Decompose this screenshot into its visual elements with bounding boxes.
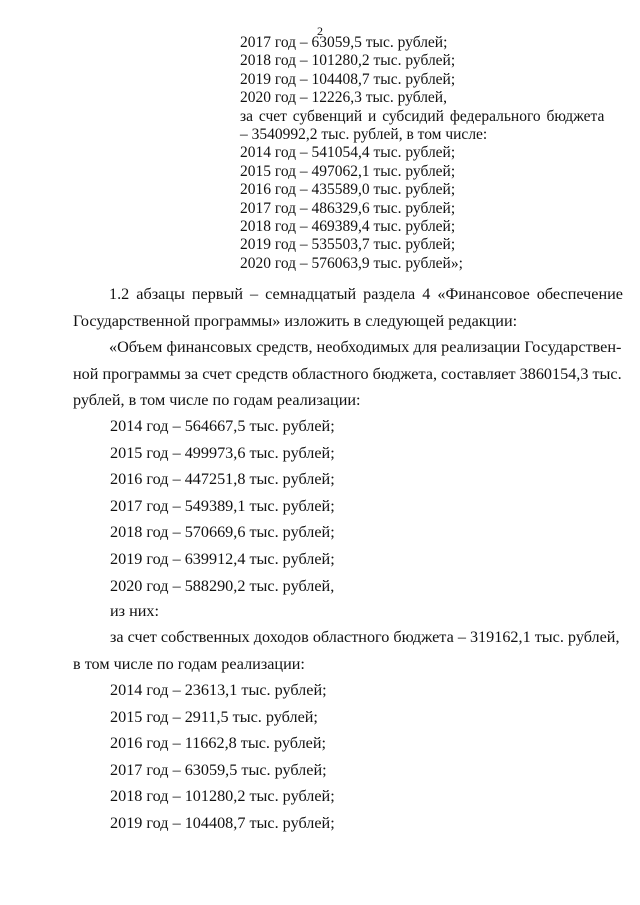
- paragraph-line: ной программы за счет средств областного бюджета, составляет 3860154,3 тыс.: [73, 364, 622, 383]
- list-item: 2020 год – 12226,3 тыс. рублей,: [240, 89, 447, 107]
- list-item: 2019 год – 639912,4 тыс. рублей;: [110, 549, 335, 568]
- list-item: 2019 год – 104408,7 тыс. рублей;: [240, 70, 456, 88]
- list-item: 2015 год – 499973,6 тыс. рублей;: [110, 443, 335, 462]
- own-revenue-paragraph: [73, 624, 618, 677]
- list-item: 2017 год – 486329,6 тыс. рублей;: [240, 199, 456, 217]
- paragraph-line: за счет собственных доходов областного бюджета – 319162,1 тыс. рублей,: [110, 628, 620, 646]
- list-item: 2016 год – 447251,8 тыс. рублей;: [110, 470, 335, 489]
- paragraph-line: Государственной программы» изложить в следующей редакции:: [73, 311, 518, 330]
- list-item: 2014 год – 564667,5 тыс. рублей;: [110, 417, 335, 435]
- list-item: 2015 год – 2911,5 тыс. рублей;: [110, 707, 318, 726]
- list-item: 2016 год – 11662,8 тыс. рублей;: [110, 734, 327, 753]
- paragraph-line: «Объем финансовых средств, необходимых для реализации Государствен-: [109, 338, 622, 356]
- federal-subsidies-intro: за счет субвенций и субсидий федерального бюджета: [240, 107, 605, 125]
- list-item: 2017 год – 63059,5 тыс. рублей;: [240, 34, 448, 51]
- list-item: 2020 год – 576063,9 тыс. рублей»;: [240, 254, 463, 272]
- list-item: 2016 год – 435589,0 тыс. рублей;: [240, 181, 456, 199]
- list-item: 2014 год – 541054,4 тыс. рублей;: [240, 144, 456, 162]
- funding-volume-paragraph: [73, 334, 622, 414]
- list-item: 2020 год – 588290,2 тыс. рублей,: [110, 576, 335, 595]
- page-number: 2: [317, 24, 323, 38]
- federal-subsidies-total: – 3540992,2 тыс. рублей, в том числе:: [240, 126, 488, 144]
- list-item: 2017 год – 63059,5 тыс. рублей;: [110, 760, 327, 779]
- regional-budget-by-year-list: [110, 413, 335, 599]
- continued-funding-list: [240, 34, 620, 273]
- list-item: 2019 год – 535503,7 тыс. рублей;: [240, 236, 456, 254]
- section-1-2-paragraph: [73, 281, 623, 334]
- list-item: 2018 год – 469389,4 тыс. рублей;: [240, 218, 456, 236]
- list-item: 2019 год – 104408,7 тыс. рублей;: [110, 813, 335, 832]
- list-item: 2018 год – 101280,2 тыс. рублей;: [110, 787, 335, 806]
- list-item: 2014 год – 23613,1 тыс. рублей;: [110, 681, 327, 699]
- list-item: 2015 год – 497062,1 тыс. рублей;: [240, 162, 456, 180]
- of-which-label: из них:: [110, 602, 160, 620]
- paragraph-line: рублей, в том числе по годам реализации:: [73, 391, 361, 409]
- paragraph-line: 1.2 абзацы первый – семнадцатый раздела 4 «Финансовое обеспечение: [109, 285, 623, 303]
- list-item: 2018 год – 570669,6 тыс. рублей;: [110, 523, 335, 542]
- paragraph-line: в том числе по годам реализации:: [73, 654, 305, 673]
- own-revenue-by-year-list: [110, 677, 335, 837]
- list-item: 2018 год – 101280,2 тыс. рублей;: [240, 52, 456, 70]
- list-item: 2017 год – 549389,1 тыс. рублей;: [110, 496, 335, 515]
